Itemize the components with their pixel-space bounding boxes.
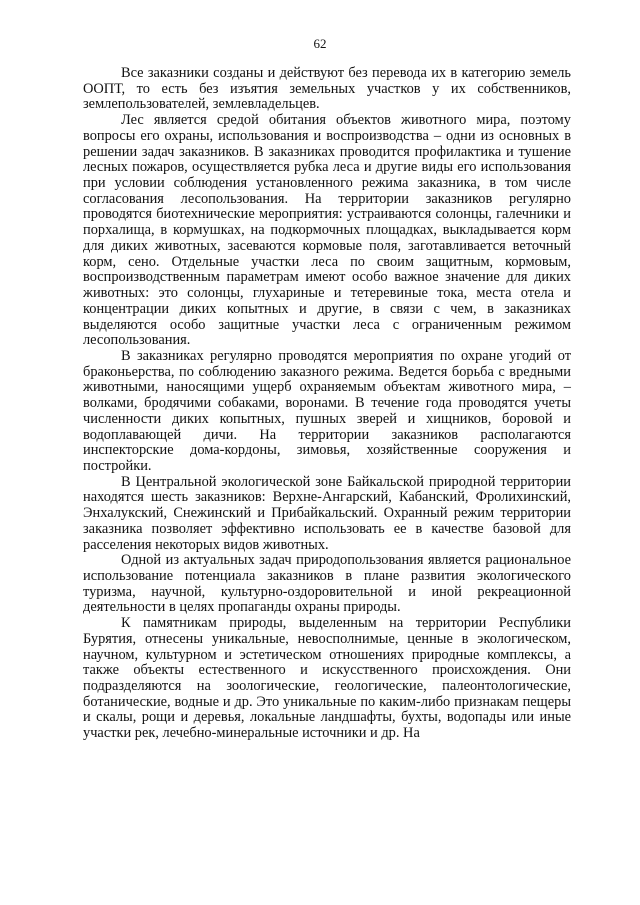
paragraph-forest-habitat: Лес является средой обитания объектов животного мира, поэтому вопросы его охраны, использования и воспроизводства – одни из основных в решении задач заказников. В заказниках проводится профилактика и тушение лесных пожаров, осуществляется рубка леса и другие виды его использования при условии соблюдения установленного режима заказника, в том числе согласования лесопользования. На территории заказников регулярно проводятся биотехнические мероприятия: устраиваются солонцы, галечники и порхалища, в кормушках, на подкормочных площадках, выкладывается корм для диких животных, засеваются кормовые поля, заготавливается веточный корм, сено. Отдельные участки леса по своим защитным, кормовым, воспроизводственным параметрам имеют особо важное значение для диких животных: это солонцы, глухариные и тетеревиные тока, места отела и концентрации диких копытных и другие, в связи с чем, в заказниках выделяются особо защитные участки леса с ограниченным режимом лесопользования. <box>83 112 571 349</box>
page-number: 62 <box>313 36 327 51</box>
paragraph-central-zone: В Центральной экологической зоне Байкальской природной территории находятся шесть заказников: Верхне-Ангарский, Кабанский, Фролихинский, Энхалукский, Снежинский и Прибайкальский. Охранный режим территории заказника позволяет эффективно использовать ее в качестве базовой для расселения некоторых видов животных. <box>83 473 571 553</box>
body-text <box>83 66 571 742</box>
paragraph-natural-monuments: К памятникам природы, выделенным на территории Республики Бурятия, отнесены уникальные, невосполнимые, ценные в экологическом, научном, культурном и эстетическом отношениях природные комплексы, а также объекты естественного и искусственного происхождения. Они подразделяются на зоологические, геологические, палеонтологические, ботанические, водные и др. Это уникальные по каким-либо признакам пещеры и скалы, рощи и деревья, локальные ландшафты, бухты, водопады или иные участки рек, лечебно-минеральные источники и др. На <box>83 615 571 742</box>
paragraph-ecotourism: Одной из актуальных задач природопользования является рациональное использование потенциала заказников в плане развития экологического туризма, научной, культурно-оздоровительной и иной рекреационной деятельности в целях пропаганды охраны природы. <box>83 552 571 616</box>
paragraph-anti-poaching: В заказниках регулярно проводятся мероприятия по охране угодий от браконьерства, по соблюдению заказного режима. Ведется борьба с вредными животными, наносящими ущерб охраняемым объектам животного мира, – волками, бродячими собаками, воронами. В течение года проводятся учеты численности диких копытных, пушных зверей и хищников, боровой и водоплавающей дичи. На территории заказников располагаются инспекторские дома-кордоны, зимовья, хозяйственные сооружения и постройки. <box>83 347 571 474</box>
paragraph-zakazniki-status: Все заказники созданы и действуют без перевода их в категорию земель ООПТ, то есть без изъятия земельных участков у их собственников, землепользователей, землевладельцев. <box>83 65 571 113</box>
